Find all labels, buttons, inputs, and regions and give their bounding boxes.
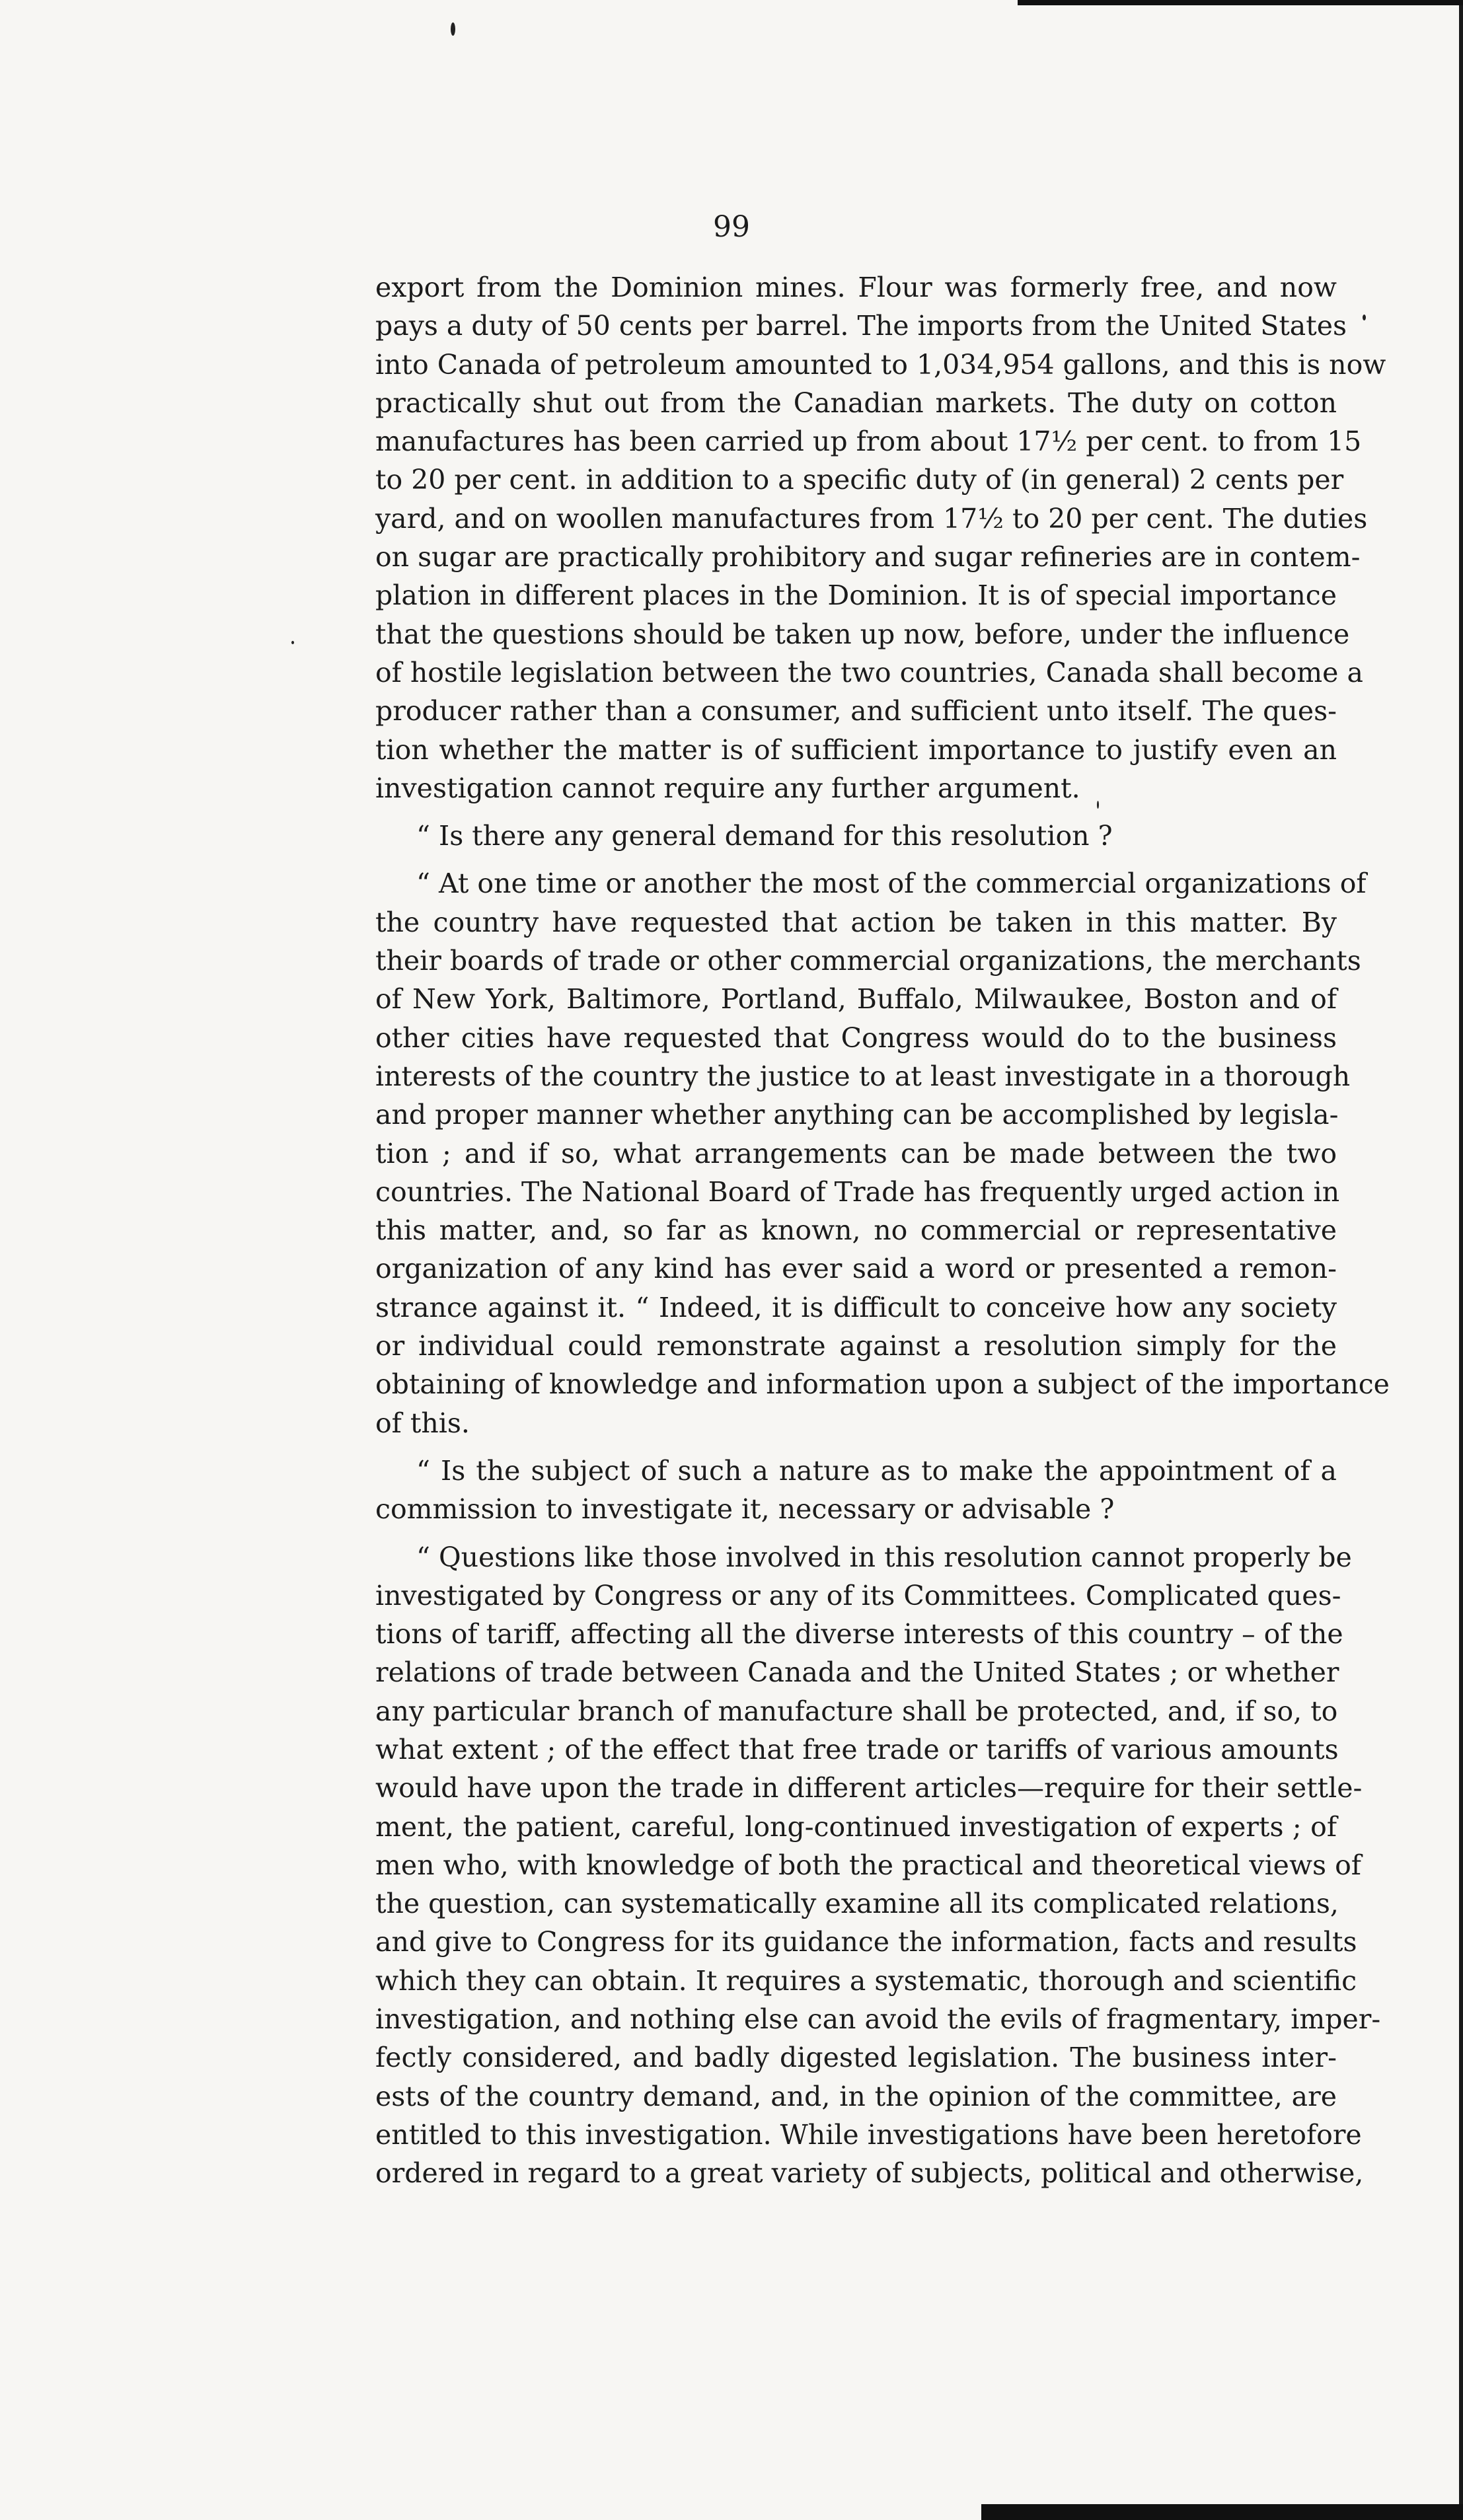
text-line: commission to investigate it, necessary or advisable ? [375,1493,1115,1526]
text-line: that the questions should be taken up now, before, under the influence [375,618,1350,650]
text-line: fectly considered, and badly digested legislation. The business inter- [375,2042,1337,2074]
text-line: interests of the country the justice to at least investigate in a thorough [375,1060,1351,1092]
text-line: would have upon the trade in different articles—require for their settle- [375,1772,1363,1804]
paragraph-commercial-organizations [375,864,1390,1442]
text-line: “ Questions like those involved in this resolution cannot properly be [416,1541,1352,1573]
paragraph-continued [375,268,1386,807]
text-line: relations of trade between Canada and the United States ; or whether [375,1656,1339,1689]
text-line: export from the Dominion mines. Flour was formerly free, and now [375,272,1337,303]
text-line: entitled to this investigation. While investigations have been heretofore [375,2118,1362,2151]
paragraph-question-commission [375,1452,1337,1529]
text-line: yard, and on woollen manufactures from 17½ to 20 per cent. The duties [375,502,1368,535]
text-line: and give to Congress for its guidance the information, facts and results [375,1926,1357,1958]
text-line: investigation cannot require any further argument. [375,772,1080,804]
text-line: investigation, and nothing else can avoid the evils of fragmentary, imper- [375,2003,1381,2036]
text-line: of New York, Baltimore, Portland, Buffalo, Milwaukee, Boston and of [375,983,1337,1016]
text-line: tion whether the matter is of sufficient importance to justify even an [375,733,1337,766]
text-line: to 20 per cent. in addition to a specific duty of (in general) 2 cents per [375,464,1344,496]
text-line: men who, with knowledge of both the practical and theoretical views of [375,1849,1361,1881]
text-line: of this. [375,1407,470,1439]
ink-speck [291,641,294,644]
text-line: and proper manner whether anything can be accomplished by legisla- [375,1099,1339,1131]
text-line: obtaining of knowledge and information upon a subject of the importance [375,1368,1390,1401]
text-line: into Canada of petroleum amounted to 1,034,954 gallons, and this is now [375,348,1386,381]
paragraph-gap [375,807,1337,817]
text-line: manufactures has been carried up from about 17½ per cent. to from 15 [375,426,1362,458]
text-line: any particular branch of manufacture shall be protected, and, if so, to [375,1695,1338,1727]
scan-edge-top [1018,0,1463,5]
text-line: investigated by Congress or any of its Committees. Complicated ques- [375,1579,1341,1612]
text-line: other cities have requested that Congress would do to the business [375,1021,1337,1054]
text-line: strance against it. “ Indeed, it is difficult to conceive how any society [375,1291,1337,1323]
text-line: “ At one time or another the most of the commercial organizations of [416,868,1367,900]
text-line: pays a duty of 50 cents per barrel. The imports from the United States [375,310,1347,342]
page-number: 99 [713,210,750,244]
text-line: tion ; and if so, what arrangements can be made between the two [375,1137,1337,1169]
text-line: plation in different places in the Dominion. It is of special importance [375,579,1337,612]
body-text [375,268,1390,2193]
text-line: what extent ; of the effect that free trade or tariffs of various amounts [375,1733,1339,1765]
text-line: countries. The National Board of Trade has frequently urged action in [375,1175,1340,1208]
paragraph-gap [375,855,1337,864]
text-line: or individual could remonstrate against a resolution simply for the [375,1330,1337,1362]
paragraph-question-demand [375,817,1337,855]
scan-edge-bottom [981,2504,1463,2520]
ink-speck [451,22,455,36]
text-line: this matter, and, so far as known, no commercial or representative [375,1214,1337,1247]
text-line: which they can obtain. It requires a systematic, thorough and scientific [375,1964,1357,1997]
text-line: “ Is the subject of such a nature as to make the appointment of a [416,1454,1337,1487]
text-line: their boards of trade or other commercial organizations, the merchants [375,945,1361,977]
text-line: ment, the patient, careful, long-continued investigation of experts ; of [375,1810,1337,1843]
paragraph-gap [375,1529,1337,1538]
paragraph-questions-like-those [375,1538,1381,2193]
text-line: the question, can systematically examine all its complicated relations, [375,1888,1339,1920]
text-line: organization of any kind has ever said a word or presented a remon- [375,1253,1337,1285]
text-line: the country have requested that action be taken in this matter. By [375,906,1337,938]
text-line: on sugar are practically prohibitory and sugar refineries are in contem- [375,541,1361,574]
text-line: ordered in regard to a great variety of subjects, political and otherwise, [375,2157,1364,2190]
text-line: tions of tariff, affecting all the diverse interests of this country – of the [375,1618,1343,1650]
paragraph-gap [375,1442,1337,1452]
text-line: of hostile legislation between the two countries, Canada shall become a [375,656,1363,688]
text-line: producer rather than a consumer, and sufficient unto itself. The ques- [375,695,1337,727]
text-line: ests of the country demand, and, in the opinion of the committee, are [375,2080,1337,2112]
text-line: practically shut out from the Canadian markets. The duty on cotton [375,387,1337,419]
text-line: “ Is there any general demand for this resolution ? [416,820,1113,852]
ink-speck [1363,315,1366,320]
